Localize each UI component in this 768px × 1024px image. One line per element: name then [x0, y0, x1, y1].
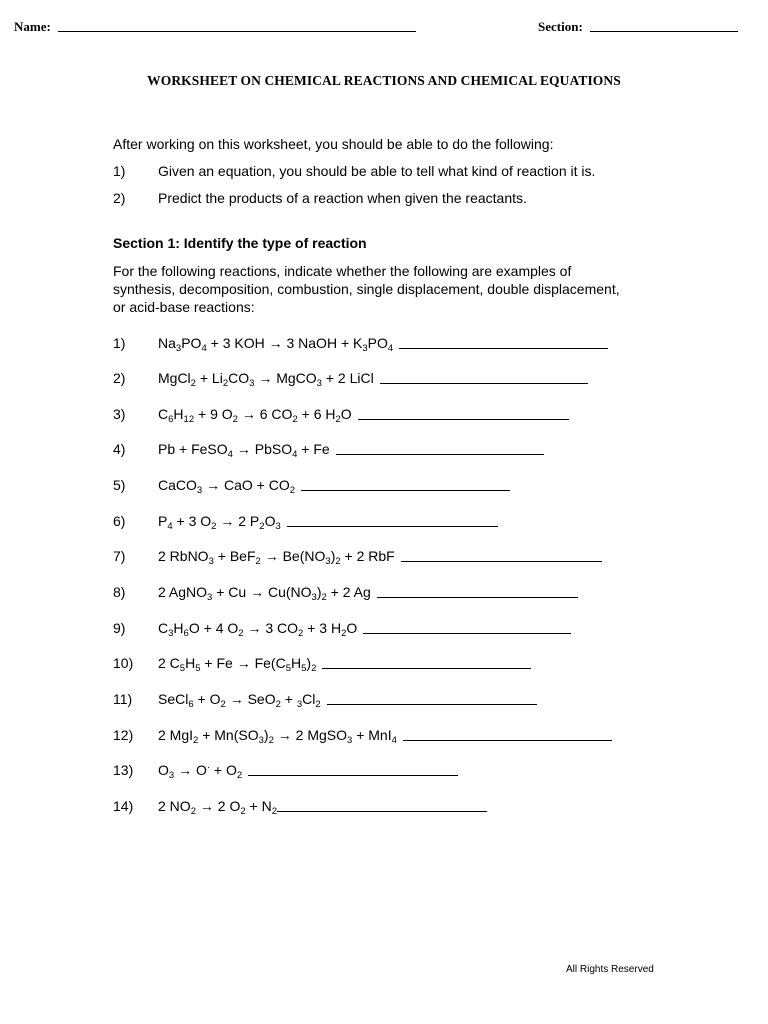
answer-blank[interactable] [380, 370, 588, 384]
reaction-item [113, 691, 537, 710]
reaction-number: 12) [113, 727, 134, 743]
reaction-item [113, 335, 608, 354]
reaction-equation: $C_3H_6O + 4$ $O_2 \to 3$ $CO_2 + 3$ $H_2O$ [158, 620, 358, 639]
reaction-equation: $C_6H_{12} + 9$ $O_2 \to 6$ $CO_2 + 6$ $H_2O$ [158, 406, 352, 425]
name-blank[interactable] [58, 20, 416, 32]
answer-blank[interactable] [336, 441, 544, 455]
answer-blank[interactable] [377, 584, 578, 598]
reaction-equation: MgCl$_2$ + $Li_2CO_3$ → MgCO$_3$ + 2 LiCl [158, 370, 374, 389]
reaction-equation: Pb + FeSO$_4$ → PbSO$_4$ + Fe [158, 441, 330, 460]
reaction-equation: 2 $MgI_2 + Mn(SO_3)_2 \to 2$ MgSO$_3$ + MnI$_4$ [158, 727, 397, 746]
reaction-number: 6) [113, 513, 126, 529]
reaction-item [113, 762, 458, 781]
reaction-equation: CaCO$_3$ → CaO + $CO_2$ [158, 477, 296, 496]
answer-blank[interactable] [322, 655, 531, 669]
reaction-number: 4) [113, 441, 126, 457]
reaction-equation: 2 $NO_2 \to 2$ $O_2 + N_2$ [158, 798, 278, 817]
reaction-number: 8) [113, 584, 126, 600]
objective-item [113, 190, 527, 206]
reaction-item [113, 513, 498, 532]
reaction-equation: $P_4 + 3$ $O_2 \to 2$ $P_2O_3$ [158, 513, 281, 532]
reaction-item [113, 798, 487, 817]
reaction-equation: $Na_3PO_4 + 3$ KOH → 3 NaOH + $K_3PO_4$ [158, 335, 394, 354]
reaction-equation: SeCl$_6$ + $O_2 \to SeO_2 + _3Cl_2$ [158, 691, 321, 710]
reaction-item [113, 370, 588, 389]
answer-blank[interactable] [401, 548, 602, 562]
reaction-item [113, 441, 544, 460]
answer-blank[interactable] [399, 335, 608, 349]
answer-blank[interactable] [277, 798, 487, 812]
reaction-number: 5) [113, 477, 126, 493]
reaction-number: 13) [113, 762, 134, 778]
section-label: Section: [538, 19, 583, 34]
reaction-item [113, 584, 578, 603]
answer-blank[interactable] [327, 691, 537, 705]
objective-item [113, 163, 595, 179]
section-field [538, 19, 738, 35]
answer-blank[interactable] [403, 727, 612, 741]
name-field [14, 19, 416, 35]
reaction-equation: 2 RbNO$_3$ + $BeF_2 \to Be(NO_3)_2 + 2$ RbF [158, 548, 395, 567]
objective-number: 2) [113, 190, 126, 206]
reaction-number: 10) [113, 655, 134, 671]
reaction-item [113, 548, 602, 567]
answer-blank[interactable] [287, 513, 498, 527]
objective-text: Predict the products of a reaction when given the reactants. [158, 190, 527, 206]
copyright-footer: All Rights Reserved [566, 964, 654, 975]
reaction-item [113, 477, 510, 496]
answer-blank[interactable] [248, 762, 458, 776]
reaction-equation: 2 $C_5H_5 + Fe \to Fe(C_5H_5)_2$ [158, 655, 317, 674]
reaction-number: 14) [113, 798, 134, 814]
answer-blank[interactable] [301, 477, 510, 491]
reaction-item [113, 727, 612, 746]
name-label: Name: [14, 19, 51, 34]
reaction-number: 7) [113, 548, 126, 564]
page-title: WORKSHEET ON CHEMICAL REACTIONS AND CHEMICAL EQUATIONS [147, 73, 621, 88]
answer-blank[interactable] [363, 620, 571, 634]
reaction-item [113, 406, 569, 425]
reaction-item [113, 655, 531, 674]
reaction-number: 9) [113, 620, 126, 636]
section-heading: Section 1: Identify the type of reaction [113, 235, 367, 251]
reaction-number: 1) [113, 335, 126, 351]
objective-text: Given an equation, you should be able to tell what kind of reaction it is. [158, 163, 596, 179]
reaction-item [113, 620, 571, 639]
reaction-equation: $O_3 \to O^\cdot + O_2$ [158, 762, 243, 781]
reaction-number: 3) [113, 406, 126, 422]
answer-blank[interactable] [358, 406, 569, 420]
reaction-number: 2) [113, 370, 126, 386]
reaction-number: 11) [113, 691, 133, 707]
intro-lead: After working on this worksheet, you should be able to do the following: [113, 136, 554, 152]
reaction-equation: 2 AgNO$_3$ + $Cu \to Cu(NO_3)_2 + 2$ Ag [158, 584, 371, 603]
section-blank[interactable] [590, 20, 738, 32]
section-instructions: For the following reactions, indicate whether the following are examples of synthesis, decomposition, combustion, single displacement, double displacement, or acid-base reactions: [113, 263, 620, 315]
objective-number: 1) [113, 163, 126, 179]
